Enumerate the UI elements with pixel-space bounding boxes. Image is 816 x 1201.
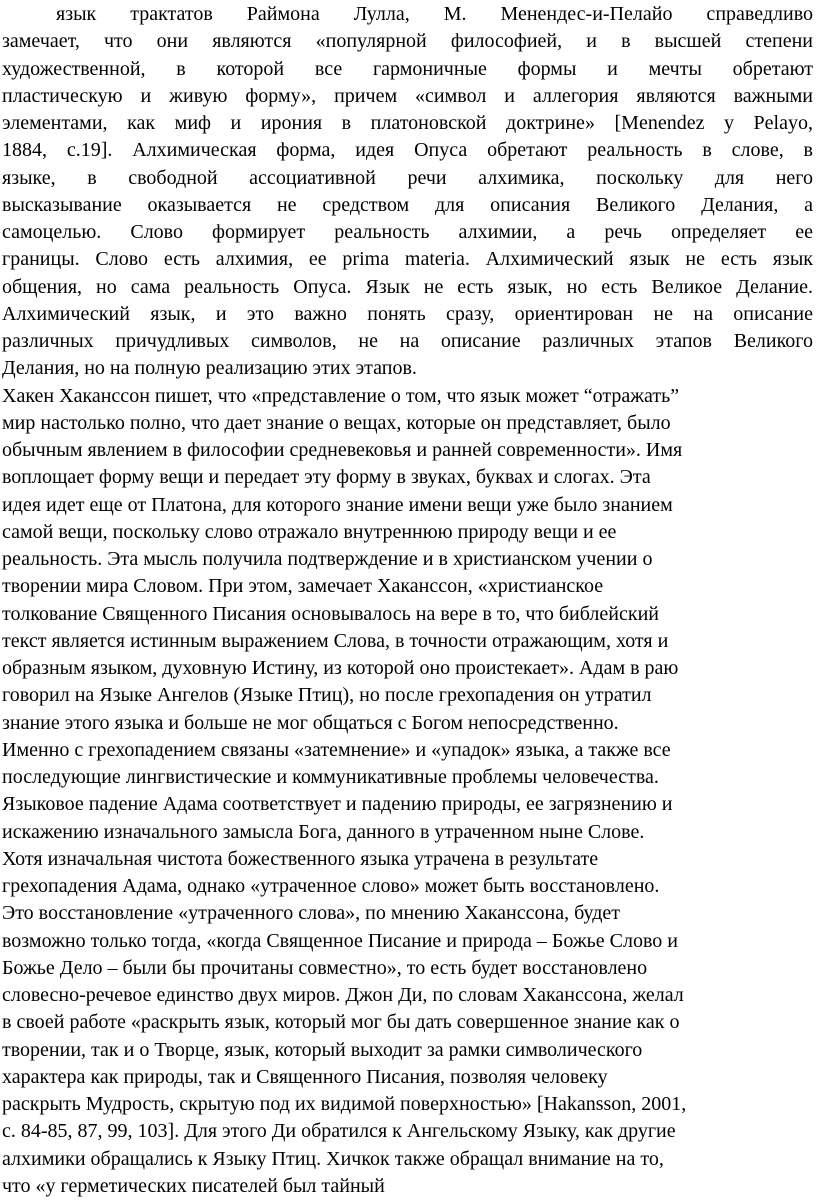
- text-line: мир настолько полно, что дает знание о вещах, которые он представляет, было: [2, 411, 671, 434]
- text-line: с. 84-85, 87, 99, 103]. Для этого Ди обратился к Ангельскому Языку, как другие: [2, 1120, 676, 1143]
- text-line: искажению изначального замысла Бога, данного в утраченном ныне Слове.: [2, 820, 645, 843]
- text-line: что «у герметических писателей был тайный: [2, 1174, 385, 1197]
- text-line: раскрыть Мудрость, скрытую под их видимой поверхностью» [Hakansson, 2001,: [2, 1093, 687, 1115]
- text-line: язык трактатов Раймона Лулла, М. Менендес-и-Пелайо справедливо: [56, 3, 813, 25]
- text-line: в своей работе «раскрыть язык, который мог бы дать совершенное знание как о: [2, 1011, 680, 1034]
- text-line: Хотя изначальная чистота божественного языка утрачена в результате: [2, 847, 599, 870]
- text-line: характера как природы, так и Священного Писания, позволяя человеку: [2, 1065, 608, 1088]
- text-line: Именно с грехопадением связаны «затемнение» и «упадок» языка, а также все: [2, 738, 671, 761]
- paragraph-justified: [2, 1, 813, 383]
- text-line: Божье Дело – были бы прочитаны совместно», то есть будет восстановлено: [2, 956, 648, 979]
- text-line: реальность. Эта мысль получила подтверждение и в христианском учении о: [2, 548, 653, 570]
- text-line: воплощает форму вещи и передает эту форму в звуках, буквах и слогах. Эта: [2, 466, 651, 489]
- text-line: самой вещи, поскольку слово отражало внутреннюю природу вещи и ее: [2, 520, 617, 543]
- text-line: алхимики обращались к Языку Птиц. Хичкок также обращал внимание на то,: [2, 1147, 664, 1170]
- text-line: различных причудливых символов, не на описание различных этапов Великого: [2, 330, 813, 352]
- text-line: замечает, что они являются «популярной философией, и в высшей степени: [2, 30, 813, 53]
- text-line: говорил на Языке Ангелов (Языке Птиц), но после грехопадения он утратил: [2, 684, 652, 707]
- text-line: общения, но сама реальность Опуса. Язык не есть язык, но есть Великое Делание.: [2, 275, 813, 298]
- text-line: Хакен Хаканссон пишет, что «представление о том, что язык может “отражать”: [2, 384, 680, 407]
- text-line: знание этого языка и больше не мог общаться с Богом непосредственно.: [2, 711, 619, 734]
- text-line: границы. Слово есть алхимия, ее prima materia. Алхимический язык не есть язык: [2, 248, 813, 271]
- text-line: художественной, в которой все гармоничные формы и мечты обретают: [2, 57, 813, 80]
- text-line: словесно-речевое единство двух миров. Джон Ди, по словам Хаканссона, желал: [2, 984, 684, 1006]
- text-line: грехопадения Адама, однако «утраченное слово» может быть восстановлено.: [2, 875, 660, 897]
- text-line: творении, так и о Творце, язык, который выходит за рамки символического: [2, 1038, 643, 1061]
- text-line: пластическую и живую форму», причем «символ и аллегория являются важными: [2, 84, 813, 107]
- text-line: языке, в свободной ассоциативной речи алхимика, поскольку для него: [2, 166, 813, 189]
- text-line: последующие лингвистические и коммуникативные проблемы человечества.: [2, 766, 659, 788]
- text-line: Делания, но на полную реализацию этих этапов.: [2, 357, 417, 380]
- text-line: творении мира Словом. При этом, замечает Хаканссон, «христианское: [2, 575, 604, 598]
- text-line: образным языком, духовную Истину, из которой оно проистекает». Адам в раю: [2, 657, 679, 679]
- text-line: высказывание оказывается не средством для описания Великого Делания, а: [2, 193, 813, 216]
- text-line: толкование Священного Писания основывалось на вере в то, что библейский: [2, 602, 659, 625]
- paragraph-left-aligned: [2, 383, 813, 1201]
- text-line: текст является истинным выражением Слова, в точности отражающим, хотя и: [2, 629, 669, 652]
- text-line: элементами, как миф и ирония в платоновской доктрине» [Menendez y Pelayo,: [2, 112, 813, 134]
- text-line: Языковое падение Адама соответствует и падению природы, ее загрязнению и: [2, 793, 673, 816]
- text-line: Это восстановление «утраченного слова», по мнению Хаканссона, будет: [2, 902, 621, 925]
- text-line: возможно только тогда, «когда Священное Писание и природа – Божье Слово и: [2, 929, 678, 952]
- text-line: обычным явлением в философии средневековья и ранней современности». Имя: [2, 439, 683, 461]
- text-line: 1884, с.19]. Алхимическая форма, идея Опуса обретают реальность в слове, в: [2, 139, 813, 162]
- text-line: Алхимический язык, и это важно понять сразу, ориентирован не на описание: [2, 302, 813, 325]
- text-line: идея идет еще от Платона, для которого знание имени вещи уже было знанием: [2, 493, 673, 516]
- text-line: самоцелью. Слово формирует реальность алхимии, а речь определяет ее: [2, 221, 813, 243]
